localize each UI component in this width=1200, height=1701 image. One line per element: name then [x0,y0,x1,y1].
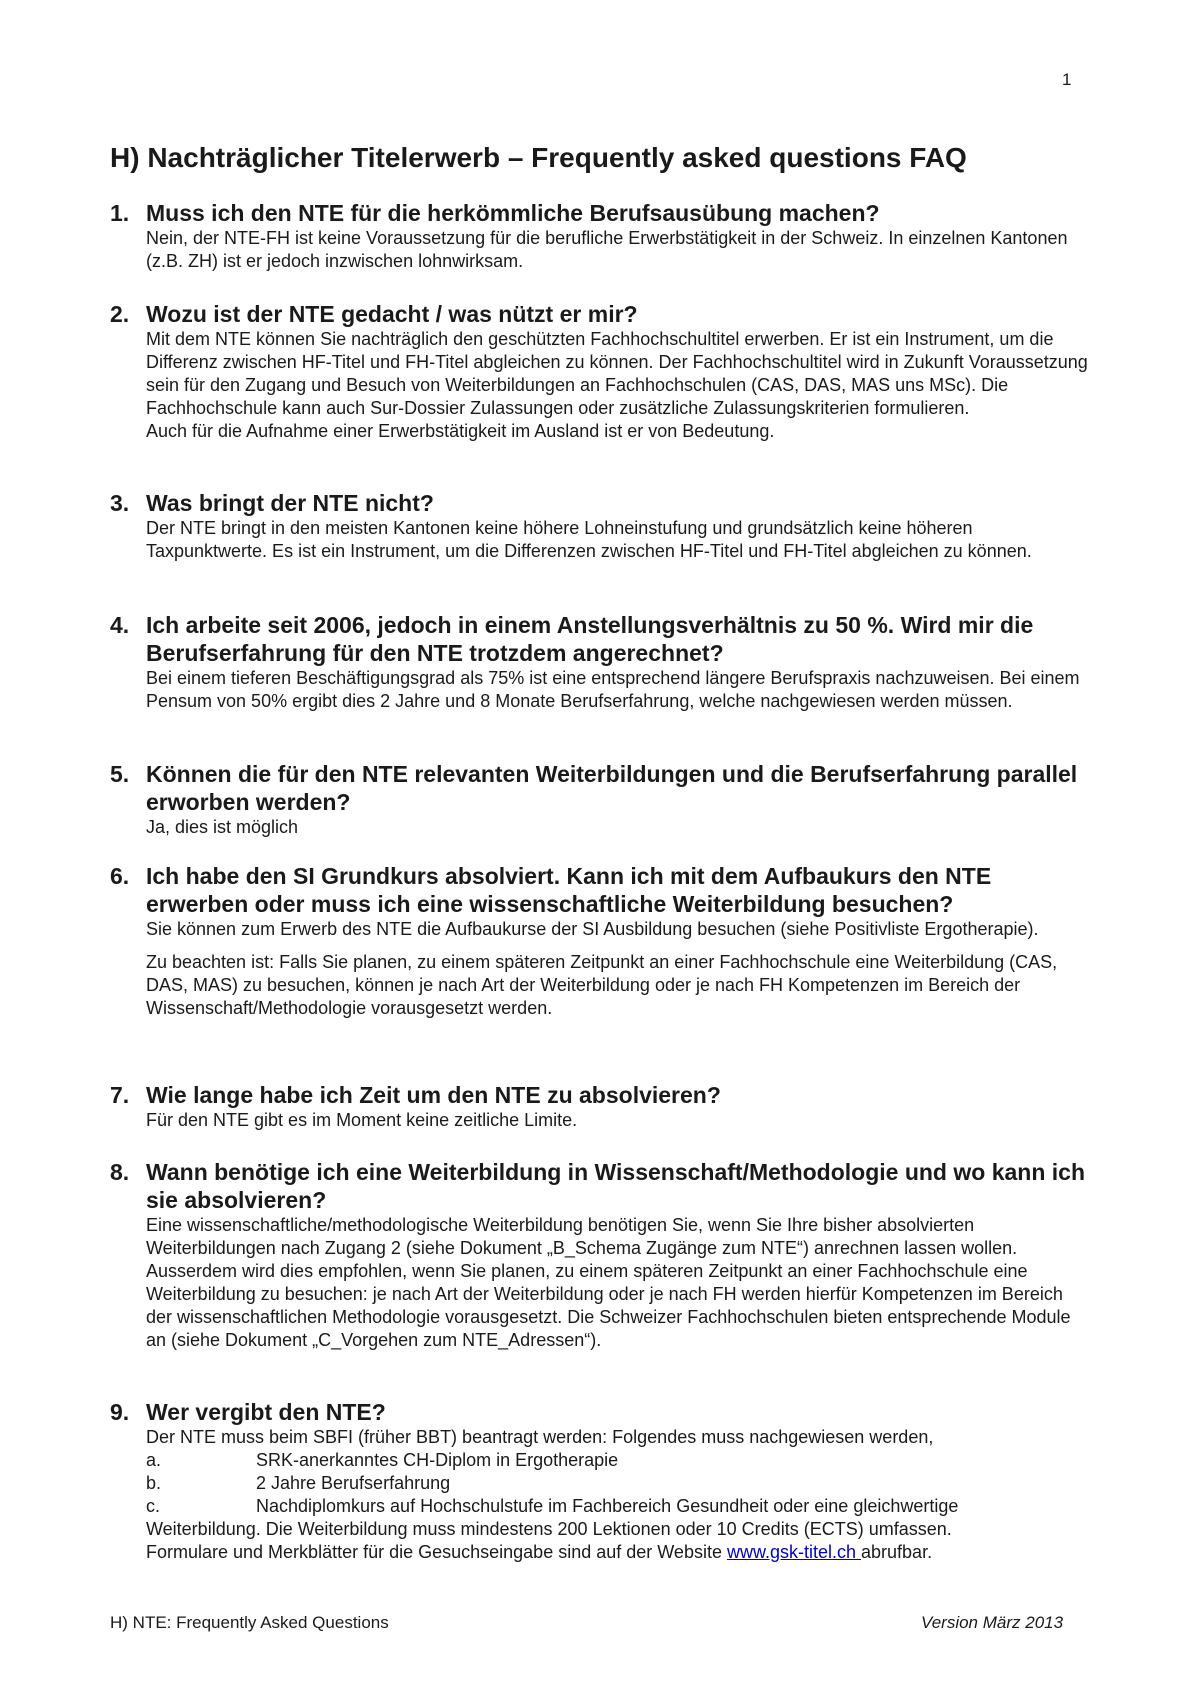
faq-answer-paragraph: Nein, der NTE-FH ist keine Voraussetzung für die berufliche Erwerbstätigkeit in der Schweiz. In einzelnen Kantonen (z.B. ZH) ist er jedoch inzwischen lohnwirksam. [146,228,1068,271]
faq-answer [146,1426,1090,1564]
faq-item-8 [110,1158,1090,1352]
faq-answer [146,816,1090,839]
faq-question [110,489,1090,517]
faq-question-text: Wann benötige ich eine Weiterbildung in Wissenschaft/Methodologie und wo kann ich sie absolvieren? [146,1159,1086,1213]
faq-item-4 [110,611,1090,713]
faq-question [110,199,1090,227]
footer-version: Version März 2013 [921,1613,1064,1632]
faq-item-5 [110,760,1090,839]
faq-number: 1. [110,200,130,226]
faq-item-7 [110,1081,1090,1132]
faq-question-text: Muss ich den NTE für die herkömmliche Berufsausübung machen? [146,200,880,226]
faq-answer [146,1214,1090,1352]
faq-question-text: Wer vergibt den NTE? [146,1399,386,1425]
faq-item-6 [110,862,1090,1020]
faq-answer-intro: Der NTE muss beim SBFI (früher BBT) beantragt werden: Folgendes muss nachgewiesen werden, [146,1427,934,1447]
faq-number: 3. [110,490,130,516]
faq-answer-paragraph: Der NTE bringt in den meisten Kantonen keine höhere Lohneinstufung und grundsätzlich keine höheren Taxpunktwerte. Es ist ein Instrument, um die Differenzen zwischen HF-Titel und FH-Titel abgleichen zu können. [146,518,1032,561]
list-letter: c. [146,1496,161,1516]
faq-answer [146,667,1090,713]
faq-question [110,611,1090,667]
requirement-item-a [146,1449,1090,1472]
faq-number: 6. [110,863,130,889]
faq-question [110,760,1090,816]
faq-answer-paragraph: Sie können zum Erwerb des NTE die Aufbaukurse der SI Ausbildung besuchen (siehe Positivliste Ergotherapie). [146,919,1039,939]
faq-answer [146,1109,1090,1132]
faq-question [110,1081,1090,1109]
faq-answer [146,328,1090,443]
faq-answer-paragraph: Eine wissenschaftliche/methodologische Weiterbildung benötigen Sie, wenn Sie Ihre bisher absolvierten Weiterbildungen nach Zugang 2 (siehe Dokument „B_Schema Zugänge zum NTE“) anrechnen lassen wollen. Ausserdem wird dies empfohlen, wenn Sie planen, zu einem späteren Zeitpunkt an einer Fachhochschule eine Weiterbildung zu besuchen: je nach Art der Weiterbildung oder je nach FH werden hierfür Kompetenzen im Bereich der wissenschaftlichen Methodologie vorausgesetzt. Die Schweizer Fachhochschulen bieten entsprechende Module an (siehe Dokument „C_Vorgehen zum NTE_Adressen“). [146,1215,1071,1350]
faq-question [110,300,1090,328]
faq-answer-paragraph: Für den NTE gibt es im Moment keine zeitliche Limite. [146,1110,578,1130]
faq-item-9 [110,1398,1090,1564]
closing-text-before: Formulare und Merkblätter für die Gesuchseingabe sind auf der Website [146,1542,727,1562]
faq-question-text: Was bringt der NTE nicht? [146,490,434,516]
faq-number: 9. [110,1399,130,1425]
faq-number: 4. [110,612,130,638]
list-text: Nachdiplomkurs auf Hochschulstufe im Fachbereich Gesundheit oder eine gleichwertige [256,1496,959,1516]
faq-answer-paragraph: Bei einem tieferen Beschäftigungsgrad als 75% ist eine entsprechend längere Berufspraxis nachzuweisen. Bei einem Pensum von 50% ergibt dies 2 Jahre und 8 Monate Berufserfahrung, welche nachgewiesen werden müssen. [146,668,1080,711]
faq-question-text: Wie lange habe ich Zeit um den NTE zu absolvieren? [146,1082,721,1108]
faq-number: 2. [110,301,130,327]
faq-answer-paragraph: Auch für die Aufnahme einer Erwerbstätigkeit im Ausland ist er von Bedeutung. [146,421,775,441]
faq-answer [146,517,1090,563]
faq-item-1 [110,199,1090,273]
faq-answer-paragraph: Ja, dies ist möglich [146,817,299,837]
closing-text-after: abrufbar. [861,1542,933,1562]
list-letter: a. [146,1450,162,1470]
faq-question [110,1398,1090,1426]
faq-closing-paragraph [146,1541,1090,1564]
website-link[interactable]: www.gsk-titel.ch [726,1542,862,1562]
requirement-item-c [146,1495,1090,1518]
faq-number: 7. [110,1082,130,1108]
requirement-continuation: Weiterbildung. Die Weiterbildung muss mindestens 200 Lektionen oder 10 Credits (ECTS) umfassen. [146,1519,952,1539]
faq-answer-paragraph: Mit dem NTE können Sie nachträglich den geschützten Fachhochschultitel erwerben. Er ist ein Instrument, um die Differenz zwischen HF-Titel und FH-Titel abgleichen zu können. Der Fachhochschultitel wird in Zukunft Voraussetzung sein für den Zugang und Besuch von Weiterbildungen an Fachhochschulen (CAS, DAS, MAS uns MSc). Die Fachhochschule kann auch Sur-Dossier Zulassungen oder zusätzliche Zulassungskriterien formulieren. [146,329,1088,418]
list-letter: b. [146,1473,162,1493]
faq-question [110,862,1090,918]
faq-item-2 [110,300,1090,443]
faq-number: 5. [110,761,130,787]
faq-number: 8. [110,1159,130,1185]
faq-question-text: Ich habe den SI Grundkurs absolviert. Kann ich mit dem Aufbaukurs den NTE erwerben oder muss ich eine wissenschaftliche Weiterbildung besuchen? [146,863,992,917]
faq-answer [146,918,1090,1020]
document-title: H) Nachträglicher Titelerwerb – Frequently asked questions FAQ [110,142,967,173]
footer-document-name: H) NTE: Frequently Asked Questions [110,1613,389,1632]
faq-question-text: Ich arbeite seit 2006, jedoch in einem Anstellungsverhältnis zu 50 %. Wird mir die Berufserfahrung für den NTE trotzdem angerechnet? [146,612,1034,666]
page-number: 1 [1062,70,1072,89]
list-text: SRK-anerkanntes CH-Diplom in Ergotherapie [256,1450,619,1470]
faq-answer-paragraph: Zu beachten ist: Falls Sie planen, zu einem späteren Zeitpunkt an einer Fachhochschule eine Weiterbildung (CAS, DAS, MAS) zu besuchen, können je nach Art der Weiterbildung oder je nach FH Kompetenzen im Bereich der Wissenschaft/Methodologie vorausgesetzt werden. [146,952,1058,1018]
faq-question-text: Wozu ist der NTE gedacht / was nützt er mir? [146,301,638,327]
faq-question [110,1158,1090,1214]
faq-item-3 [110,489,1090,563]
requirement-item-b [146,1472,1090,1495]
faq-answer [146,227,1090,273]
list-text: 2 Jahre Berufserfahrung [256,1473,451,1493]
faq-question-text: Können die für den NTE relevanten Weiterbildungen und die Berufserfahrung parallel erworben werden? [146,761,1078,815]
